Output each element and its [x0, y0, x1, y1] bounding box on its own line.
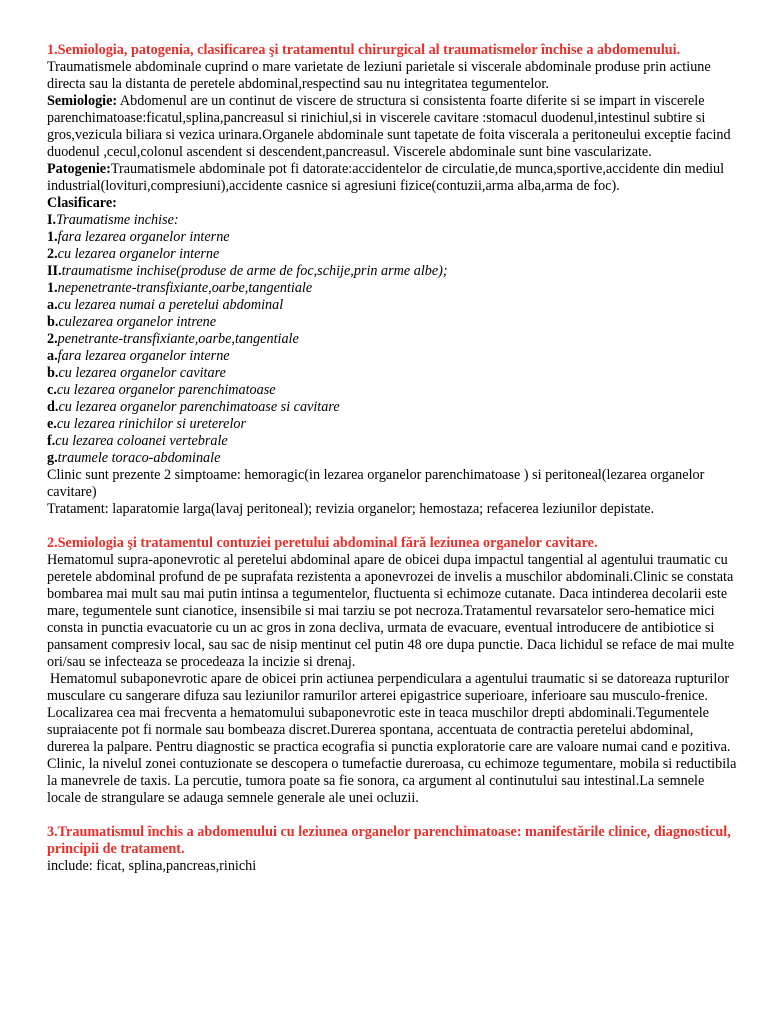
patogenie-paragraph: [47, 161, 737, 195]
section-1-intro: Traumatismele abdominale cuprind o mare varietate de leziuni parietale si viscerale abdominale produse prin actiune directa sau la distanta de peretele abdominal,respectind sau nu integritatea tegumentelor.: [47, 59, 711, 92]
semiologie-paragraph: [47, 93, 737, 161]
section-3-heading: 3.Traumatismul închis a abdomenului cu leziunea organelor parenchimatoase: manifestările clinice, diagnosticul, principii de tratament.: [47, 824, 731, 857]
semiologie-text: Abdomenul are un continut de viscere de structura si consistenta foarte diferite si se impart in viscerele parenchimatoase:ficatul,splina,pancreasul si rinichiul,si in viscerele cavitare :stomacul duodenul,intestinul subtire si gros,vezicula biliara si vezica urinara.Organele abdominale sunt tapetate de foita viscerala a peritoneului exceptie facind duodenul ,cecul,colonul ascendent si descendent,pancreasul. Viscerele abdominale sunt bine vascularizate.: [47, 93, 731, 160]
classification-item: 1.fara lezarea organelor interne: [47, 229, 230, 245]
clinic-paragraph: Clinic sunt prezente 2 simptoame: hemoragic(in lezarea organelor parenchimatoase ) si peritoneal(lezarea organelor cavitare): [47, 467, 705, 500]
section-2-heading: 2.Semiologia şi tratamentul contuziei peretului abdominal fără leziunea organelor cavitare.: [47, 535, 598, 551]
classification-item: 2.penetrante-transfixiante,oarbe,tangentiale: [47, 331, 299, 347]
classification-item: b.culezarea organelor intrene: [47, 314, 217, 330]
classification-item: b.cu lezarea organelor cavitare: [47, 365, 226, 381]
semiologie-label: Semiologie:: [47, 93, 118, 109]
classification-item: g.traumele toraco-abdominale: [47, 450, 221, 466]
classification-item: c.cu lezarea organelor parenchimatoase: [47, 382, 276, 398]
classification-item: 1.nepenetrante-transfixiante,oarbe,tangentiale: [47, 280, 313, 296]
classification-item: II.traumatisme inchise(produse de arme de foc,schije,prin arme albe);: [47, 263, 448, 279]
classification-item: e.cu lezarea rinichilor si ureterelor: [47, 416, 246, 432]
hematom-supra-paragraph: Hematomul supra-aponevrotic al peretelui abdominal apare de obicei dupa impactul tangential al agentului traumatic cu peretele abdominal profund de pe suprafata rezistenta a aponevrozei de invelis a muschilor abdominali.Clinic se constata bombarea mai mult sau mai putin intinsa a tegumentelor, fluctuenta si echimoze cutanate. Daca intinderea decolarii este mare, tegumentele sunt cianotice, insensibile si mai tarziu se pot necroza.Tratamentul revarsatelor sero-hematice mici consta in punctia evacuatorie cu un ac gros in zona decliva, urmata de evacuare, eventual introducere de antibiotice si pansament compresiv local, sau sac de nisip mentinut cel putin 48 ore dupa punctie. Daca lichidul se reface de mai multe ori/sau se infecteaza se procedeaza la incizie si drenaj.: [47, 552, 735, 670]
hematom-sub-paragraph: Hematomul subaponevrotic apare de obicei prin actiunea perpendiculara a agentului traumatic si se datoreaza rupturilor musculare cu sangerare difuza sau leziunilor ramurilor arterei epigastrice superioare, inferioare sau musculo-frenice. Localizarea cea mai frecventa a hematomului subaponevrotic este in teaca muschilor drepti abdominali.Tegumentele supraiacente pot fi normale sau bombeaza discret.Durerea spontana, accentuata de contractia peretelui abdominal, durerea la palpare. Pentru diagnostic se practica ecografia si punctia exploratorie care are valoare numai cand e pozitiva. Clinic, la nivelul zonei contuzionate se descopera o tumefactie dureroasa, cu echimoze tegumentare, mobila si reductibila la manevrele de taxis. La percutie, tumora poate sa fie sonora, ca argument al continutului sau intestinal.La semnele locale de strangulare se adauga semnele generale ale unei ocluzii.: [47, 671, 737, 806]
document-body: [47, 42, 737, 875]
tratament-paragraph: Tratament: laparatomie larga(lavaj peritoneal); revizia organelor; hemostaza; refacerea leziunilor depistate.: [47, 501, 655, 517]
include-line: include: ficat, splina,pancreas,rinichi: [47, 858, 257, 874]
classification-item: a.fara lezarea organelor interne: [47, 348, 230, 364]
classification-item: f.cu lezarea coloanei vertebrale: [47, 433, 228, 449]
patogenie-text: Traumatismele abdominale pot fi datorate:accidentelor de circulatie,de munca,sportive,accidente din mediul industrial(lovituri,compresiuni),accidente casnice si agresiuni fizice(contuzii,arma alba,arma de foc).: [47, 161, 725, 194]
section-1-heading: 1.Semiologia, patogenia, clasificarea şi tratamentul chirurgical al traumatismelor închise a abdomenului.: [47, 42, 681, 58]
patogenie-label: Patogenie:: [47, 161, 111, 177]
classification-item: 2.cu lezarea organelor interne: [47, 246, 220, 262]
classification-item: a.cu lezarea numai a peretelui abdominal: [47, 297, 284, 313]
section-gap: [47, 518, 737, 535]
classification-list: [47, 212, 737, 467]
classification-item: I.Traumatisme inchise:: [47, 212, 179, 228]
section-gap: [47, 807, 737, 824]
classification-item: d.cu lezarea organelor parenchimatoase si cavitare: [47, 399, 340, 415]
clasificare-label: Clasificare:: [47, 195, 117, 211]
